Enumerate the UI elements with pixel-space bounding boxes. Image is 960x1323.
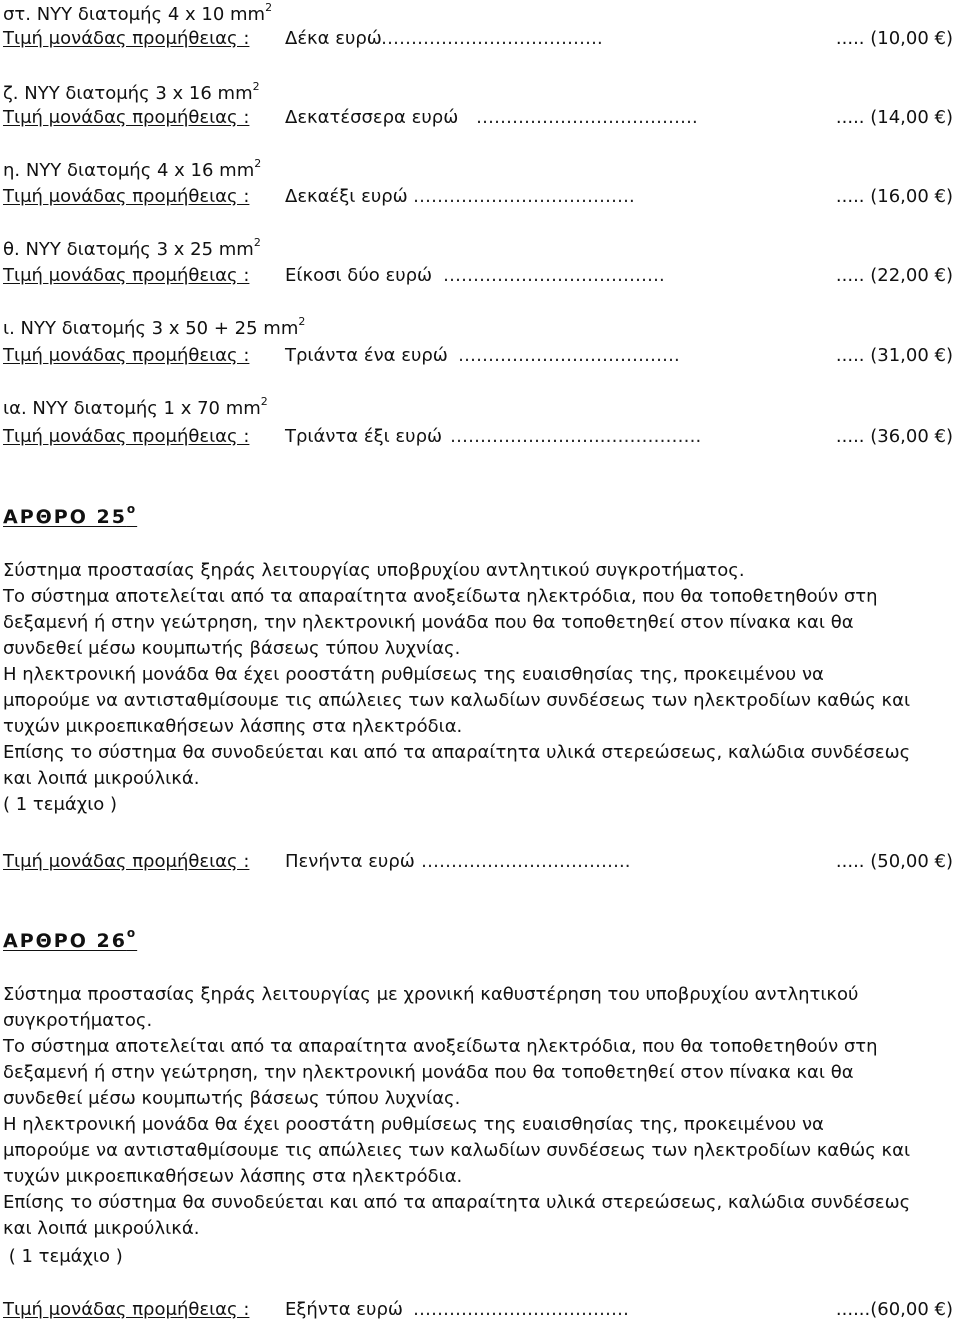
- price-row-iota: [3, 345, 953, 369]
- item-title-iota: ι. NYY διατομής 3 x 50 + 25 $mm^2$: [3, 315, 306, 339]
- price-row-z: [3, 107, 953, 131]
- article-25-line: και λοιπά μικρούλικά.: [3, 768, 200, 789]
- article-26-line: και λοιπά μικρούλικά.: [3, 1218, 200, 1239]
- article-26-line: μπορούμε να αντισταθμίσουμε τις απώλειες των καλωδίων συνδέσεως των ηλεκτροδίων καθώς και: [3, 1140, 911, 1161]
- price-words: Δέκα ευρώ: [285, 28, 382, 49]
- price-row-th: [3, 265, 953, 289]
- article-25-line: μπορούμε να αντισταθμίσουμε τις απώλειες των καλωδίων συνδέσεως των ηλεκτροδίων καθώς και: [3, 690, 911, 711]
- article-25-line: Επίσης το σύστημα θα συνοδεύεται και από τα απαραίτητα υλικά στερεώσεως, καλώδια συνδέσεως: [3, 742, 911, 763]
- article-26-line: Επίσης το σύστημα θα συνοδεύεται και από τα απαραίτητα υλικά στερεώσεως, καλώδια συνδέσεως: [3, 1192, 911, 1213]
- leader-dots: ………………………………: [413, 1299, 629, 1320]
- price-label: Τιμή μονάδας προμήθειας :: [3, 28, 250, 49]
- article-26-price-row: [3, 1299, 953, 1323]
- item-title-ia: ια. NYY διατομής 1 x 70 $mm^2$: [3, 395, 268, 419]
- price-row-ia: [3, 426, 953, 450]
- article-25-line: Το σύστημα αποτελείται από τα απαραίτητα ανοξείδωτα ηλεκτρόδια, που θα τοποθετηθούν στη: [3, 586, 878, 607]
- article-26-heading: ΑΡΘΡΟ $26^o$: [3, 926, 138, 952]
- article-25-price-row: [3, 851, 953, 875]
- price-amount: ..... (10,00 €): [835, 28, 953, 49]
- leader-dots: ……………………………….: [458, 345, 680, 366]
- article-25-line: δεξαμενή ή στην γεώτρηση, την ηλεκτρονική μονάδα που θα τοποθετηθεί στον πίνακα και θα: [3, 612, 854, 633]
- price-words: Δεκατέσσερα ευρώ: [285, 107, 459, 128]
- price-words: Πενήντα ευρώ: [285, 851, 415, 872]
- article-26-quantity: ( 1 τεμάχιο ): [3, 1246, 123, 1267]
- leader-dots: ……………………………….: [476, 107, 698, 128]
- article-25-line: συνδεθεί μέσω κουμπωτής βάσεως τύπου λυχνίας.: [3, 638, 461, 659]
- price-row-st: [3, 28, 953, 52]
- article-26-line: συγκροτήματος.: [3, 1010, 153, 1031]
- article-26-line: τυχών μικροεπικαθήσεων λάσπης στα ηλεκτρόδια.: [3, 1166, 463, 1187]
- price-amount: ..... (31,00 €): [835, 345, 953, 366]
- price-words: Τριάντα έξι ευρώ: [285, 426, 443, 447]
- item-title-i: η. NYY διατομής 4 x 16 $mm^2$: [3, 157, 262, 181]
- price-label: Τιμή μονάδας προμήθειας :: [3, 107, 250, 128]
- leader-dots: ……………………..…………….: [450, 426, 702, 447]
- price-words: Τριάντα ένα ευρώ: [285, 345, 448, 366]
- article-26-line: δεξαμενή ή στην γεώτρηση, την ηλεκτρονική μονάδα που θα τοποθετηθεί στον πίνακα και θα: [3, 1062, 854, 1083]
- price-label: Τιμή μονάδας προμήθειας :: [3, 345, 250, 366]
- price-amount: ..... (50,00 €): [835, 851, 953, 872]
- price-label: Τιμή μονάδας προμήθειας :: [3, 851, 250, 872]
- article-26-line: συνδεθεί μέσω κουμπωτής βάσεως τύπου λυχνίας.: [3, 1088, 461, 1109]
- item-title-st: στ. NYY διατομής 4 x 10 $mm^2$: [3, 1, 273, 25]
- price-words: Είκοσι δύο ευρώ: [285, 265, 433, 286]
- item-title-z: ζ. NYY διατομής 3 x 16 $mm^2$: [3, 80, 260, 104]
- article-26-line: Σύστημα προστασίας ξηράς λειτουργίας με χρονική καθυστέρηση του υποβρυχίου αντλητικού: [3, 984, 859, 1005]
- leader-dots: ……………………………….: [381, 28, 603, 49]
- price-label: Τιμή μονάδας προμήθειας :: [3, 426, 250, 447]
- price-row-i: [3, 186, 953, 210]
- article-25-line: τυχών μικροεπικαθήσεων λάσπης στα ηλεκτρόδια.: [3, 716, 463, 737]
- article-26-line: Το σύστημα αποτελείται από τα απαραίτητα ανοξείδωτα ηλεκτρόδια, που θα τοποθετηθούν στη: [3, 1036, 878, 1057]
- leader-dots: ……………………………….: [413, 186, 635, 207]
- item-title-th: θ. NYY διατομής 3 x 25 $mm^2$: [3, 236, 261, 260]
- price-amount: ..... (16,00 €): [835, 186, 953, 207]
- price-label: Τιμή μονάδας προμήθειας :: [3, 265, 250, 286]
- price-label: Τιμή μονάδας προμήθειας :: [3, 186, 250, 207]
- leader-dots: ……………………………..: [421, 851, 631, 872]
- article-25-heading: ΑΡΘΡΟ $25^o$: [3, 502, 138, 528]
- article-25-line: Σύστημα προστασίας ξηράς λειτουργίας υποβρυχίου αντλητικού συγκροτήματος.: [3, 560, 745, 581]
- price-amount: ......(60,00 €): [835, 1299, 953, 1320]
- article-25-line: Η ηλεκτρονική μονάδα θα έχει ροοστάτη ρυθμίσεως της ευαισθησίας της, προκειμένου να: [3, 664, 824, 685]
- article-26-line: Η ηλεκτρονική μονάδα θα έχει ροοστάτη ρυθμίσεως της ευαισθησίας της, προκειμένου να: [3, 1114, 824, 1135]
- leader-dots: ……………………………….: [443, 265, 665, 286]
- price-label: Τιμή μονάδας προμήθειας :: [3, 1299, 250, 1320]
- article-25-quantity: ( 1 τεμάχιο ): [3, 794, 118, 815]
- price-words: Εξήντα ευρώ: [285, 1299, 403, 1320]
- price-amount: ..... (22,00 €): [835, 265, 953, 286]
- price-amount: ..... (14,00 €): [835, 107, 953, 128]
- price-amount: ..... (36,00 €): [835, 426, 953, 447]
- price-words: Δεκαέξι ευρώ: [285, 186, 408, 207]
